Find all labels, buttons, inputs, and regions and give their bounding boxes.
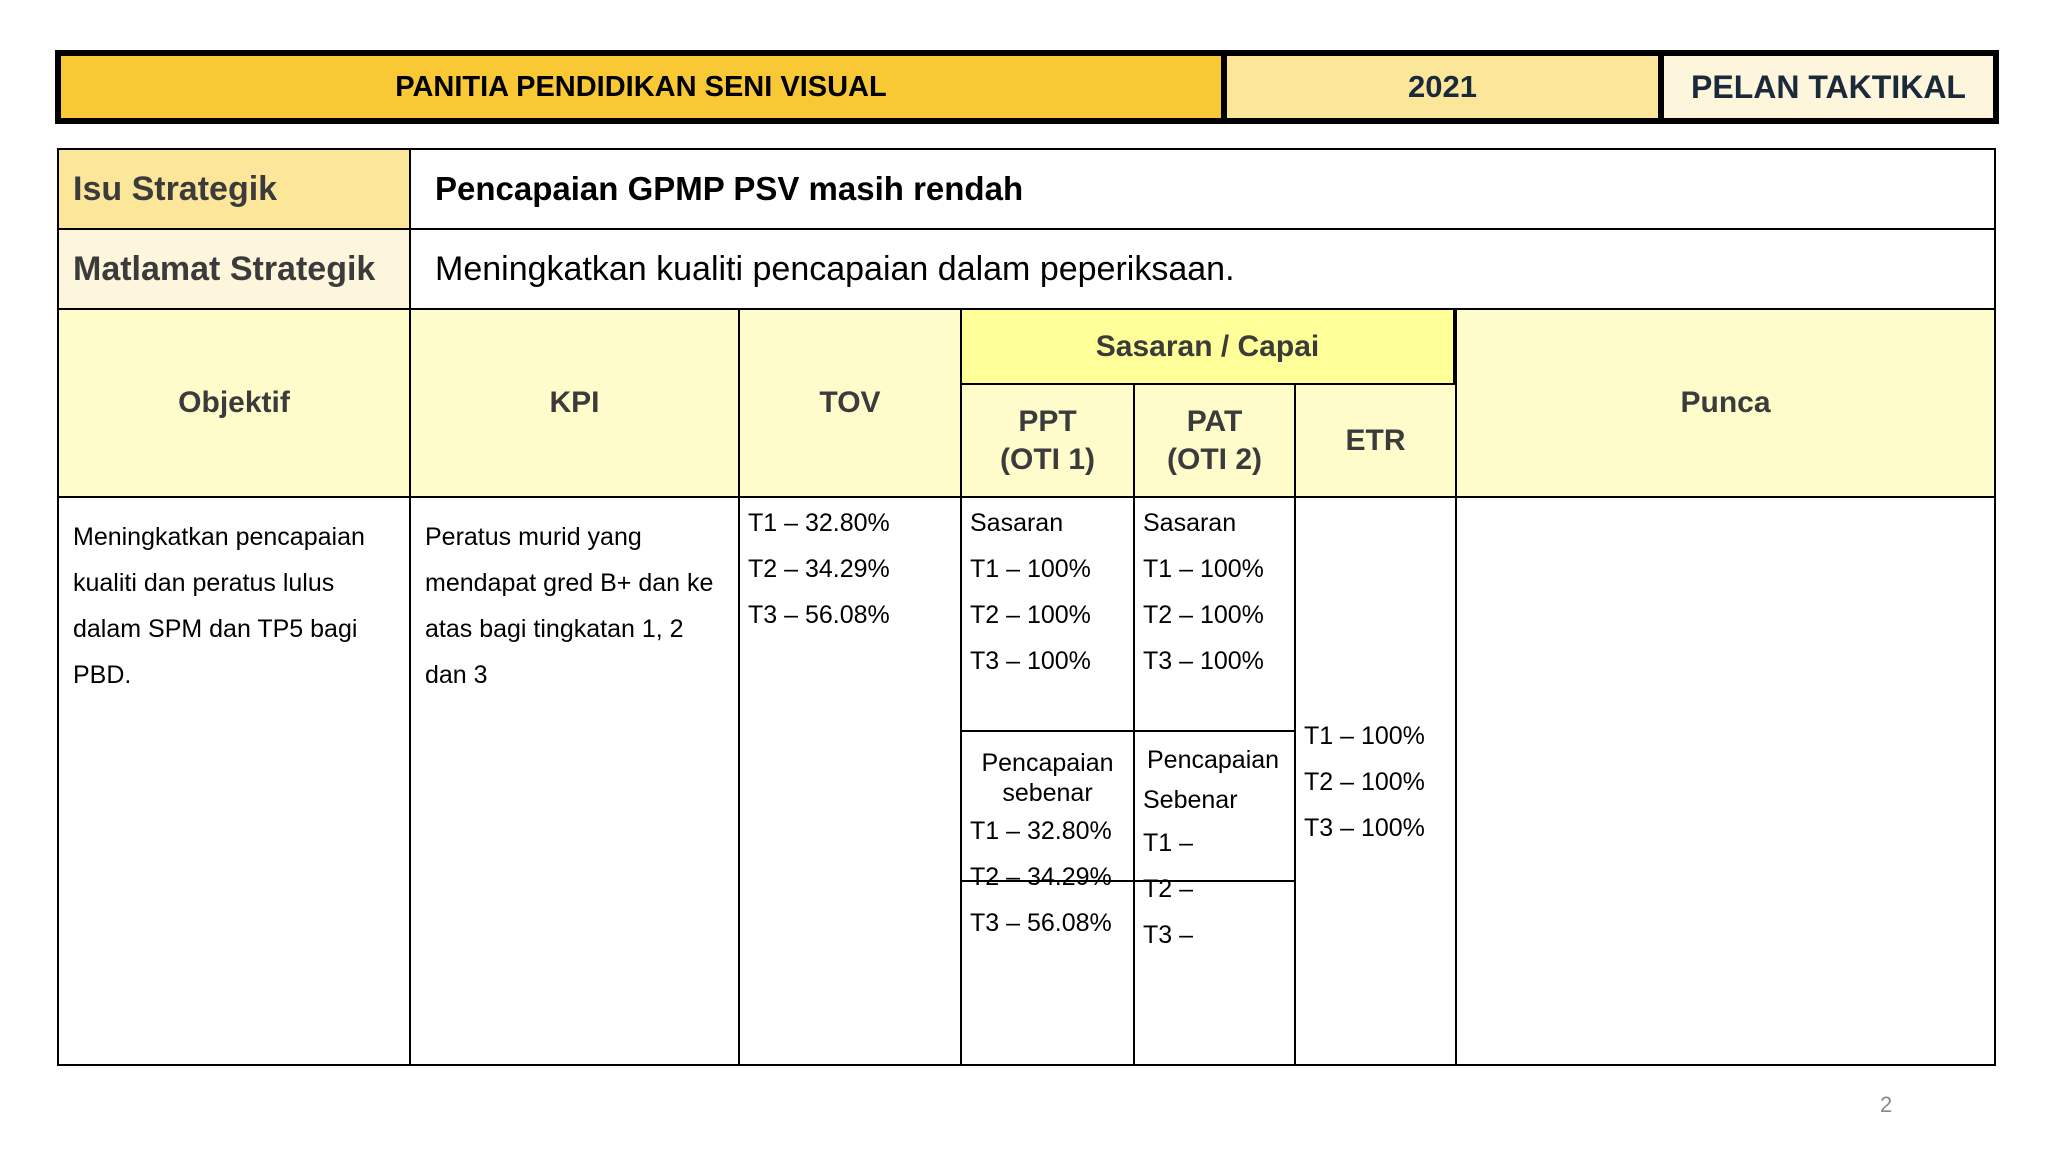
col-kpi: KPI — [409, 308, 740, 498]
matlamat-strategik-value: Meningkatkan kualiti pencapaian dalam peperiksaan. — [409, 228, 1996, 310]
etr-cell: T1 – 100% T2 – 100% T3 – 100% — [1294, 496, 1457, 1066]
page-number: 2 — [1880, 1092, 1893, 1117]
panel-title: PANITIA PENDIDIKAN SENI VISUAL — [61, 56, 1227, 118]
col-objektif: Objektif — [57, 308, 411, 498]
punca-cell — [1455, 496, 1996, 1066]
col-sasaran-capai: Sasaran / Capai — [960, 308, 1455, 385]
matlamat-strategik-label: Matlamat Strategik — [57, 228, 411, 310]
col-pat: PAT (OTI 2) — [1133, 383, 1296, 498]
col-tov: TOV — [738, 308, 962, 498]
tov-cell: T1 – 32.80% T2 – 34.29% T3 – 56.08% — [738, 496, 962, 1066]
col-ppt: PPT (OTI 1) — [960, 383, 1135, 498]
pat-sasaran-cell: Sasaran T1 – 100% T2 – 100% T3 – 100% — [1133, 496, 1296, 882]
year-label: 2021 — [1227, 56, 1664, 118]
col-etr: ETR — [1294, 383, 1457, 498]
ppt-sasaran-cell: Sasaran T1 – 100% T2 – 100% T3 – 100% — [960, 496, 1135, 882]
ppt-capai-heading: Pencapaian sebenar — [981, 749, 1114, 807]
ppt-capai-cell: Pencapaian sebenar T1 – 32.80% T2 – 34.29% T3 – 56.08% — [960, 730, 1135, 1066]
pat-capai-heading: Pencapaian Sebenar — [1143, 746, 1280, 814]
isu-strategik-label: Isu Strategik — [57, 148, 411, 230]
header-bar — [55, 50, 1999, 124]
objektif-cell: Meningkatkan pencapaian kualiti dan peratus lulus dalam SPM dan TP5 bagi PBD. — [57, 496, 411, 1066]
isu-strategik-value: Pencapaian GPMP PSV masih rendah — [409, 148, 1996, 230]
tactical-plan-table — [57, 148, 1996, 1066]
kpi-cell: Peratus murid yang mendapat gred B+ dan ke atas bagi tingkatan 1, 2 dan 3 — [409, 496, 740, 1066]
pat-capai-cell: Pencapaian Sebenar T1 – T2 – T3 – — [1133, 730, 1296, 1066]
plan-label: PELAN TAKTIKAL — [1664, 56, 1993, 118]
col-punca: Punca — [1455, 308, 1996, 498]
